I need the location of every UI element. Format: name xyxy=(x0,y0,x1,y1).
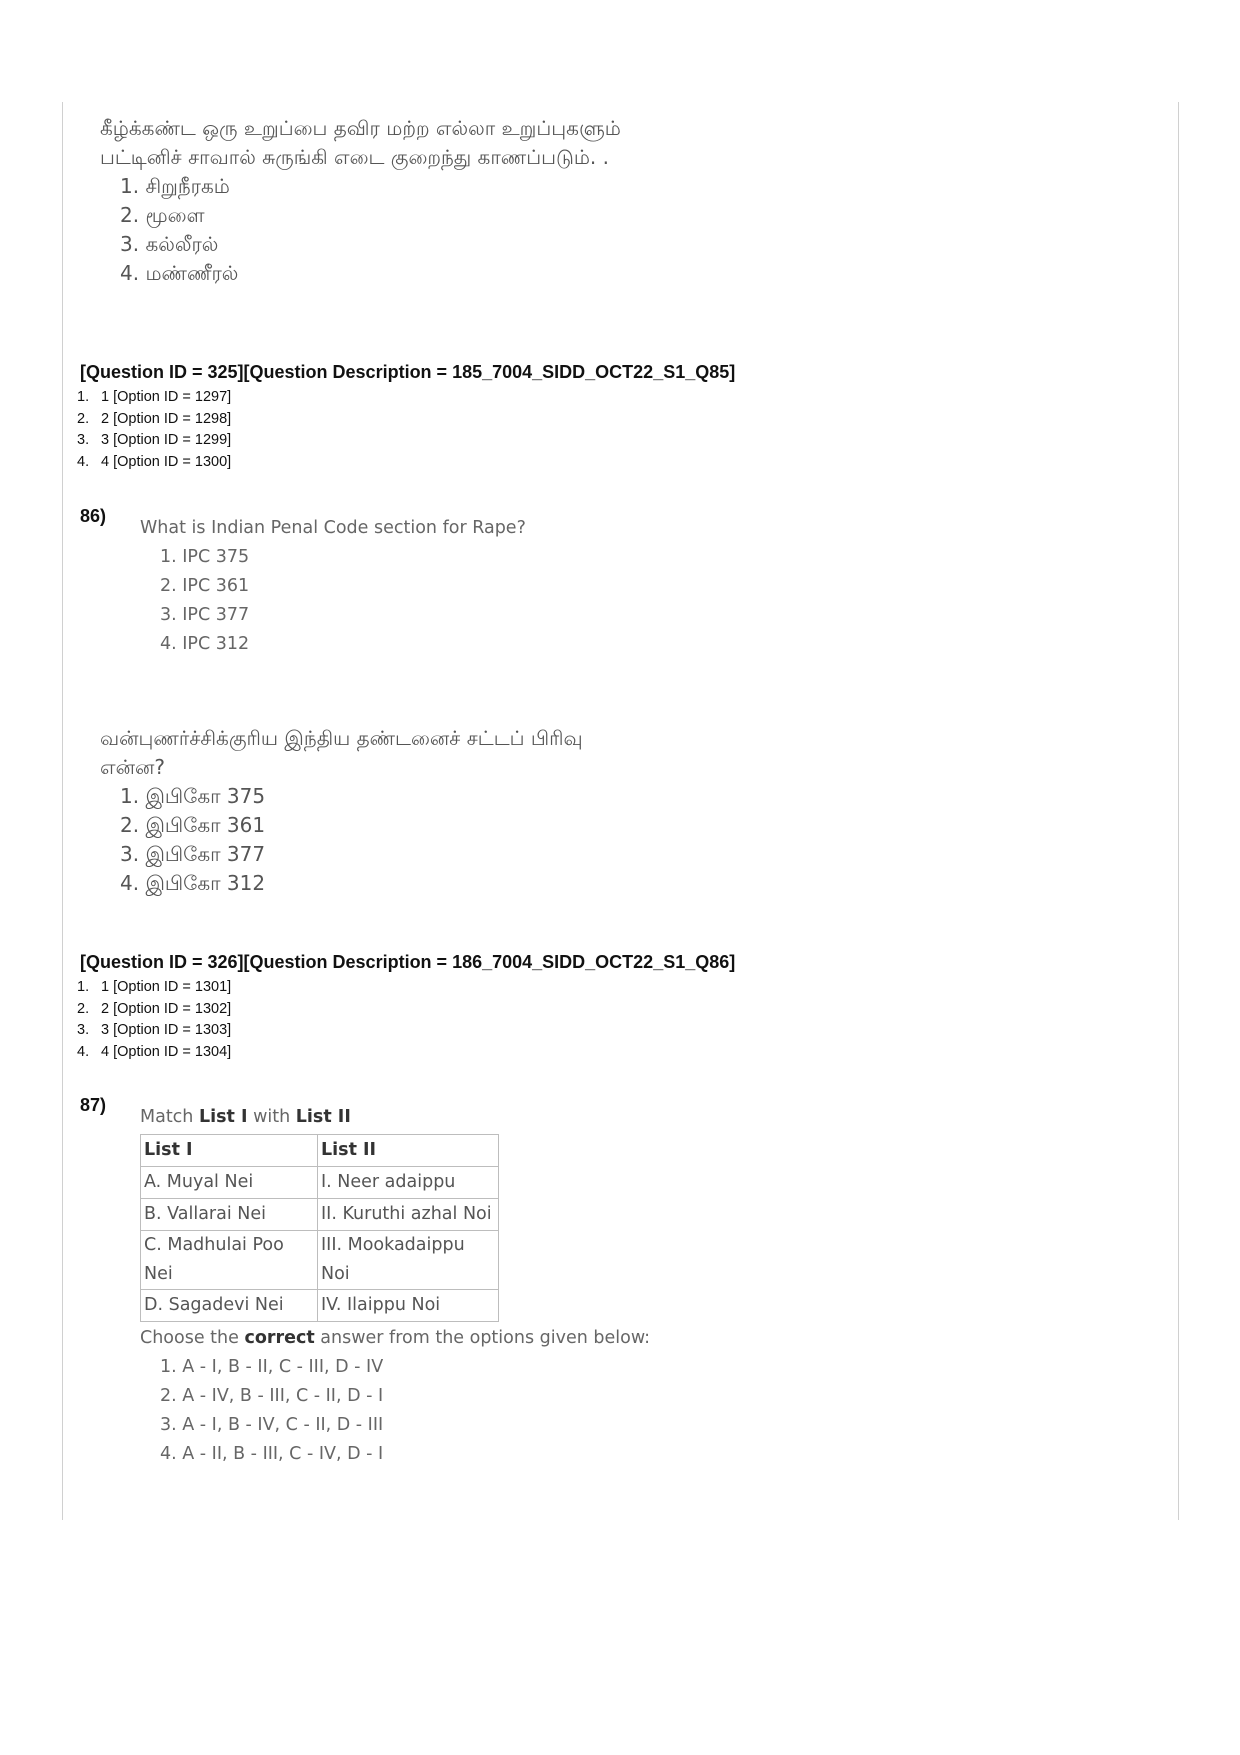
option-item: 2. A - IV, B - III, C - II, D - I xyxy=(160,1386,384,1406)
table-header-row xyxy=(141,1135,499,1167)
table-row xyxy=(141,1167,499,1199)
question-text-line: என்ன? xyxy=(100,755,166,779)
option-id-item xyxy=(77,387,735,409)
page-frame-right-border xyxy=(1178,102,1179,1520)
option-id-list xyxy=(77,977,735,1063)
option-item: 2. இபிகோ 361 xyxy=(120,813,266,837)
question-85-meta xyxy=(77,362,736,473)
option-item: 4. மண்ணீரல் xyxy=(120,261,239,285)
option-number: 3. xyxy=(77,432,90,448)
option-id-item xyxy=(77,1042,735,1064)
table-header-cell: List I xyxy=(141,1135,318,1167)
option-item: 1. சிறுநீரகம் xyxy=(120,174,230,198)
question-number: 86) xyxy=(80,506,107,526)
option-item: 3. இபிகோ 377 xyxy=(120,842,266,866)
option-item: 4. IPC 312 xyxy=(160,634,250,654)
text-bold: List I xyxy=(198,1107,248,1127)
option-item: 1. A - I, B - II, C - III, D - IV xyxy=(160,1357,384,1377)
option-id-text: 1 [Option ID = 1297] xyxy=(101,389,232,405)
option-id-text: 3 [Option ID = 1303] xyxy=(101,1022,232,1038)
option-id-text: 2 [Option ID = 1302] xyxy=(101,1000,232,1017)
table-row xyxy=(141,1290,499,1322)
option-list xyxy=(120,172,621,288)
option-number: 1. xyxy=(77,979,90,995)
question-87-english xyxy=(140,1103,650,1469)
text-bold: List II xyxy=(295,1107,351,1127)
question-number: 87) xyxy=(80,1095,107,1115)
option-id-list xyxy=(77,387,735,473)
table-cell: II. Kuruthi azhal Noi xyxy=(318,1199,499,1231)
text-fragment: Choose the xyxy=(140,1328,245,1348)
option-id-item xyxy=(77,409,735,431)
question-text-line: பட்டினிச் சாவால் சுருங்கி எடை குறைந்து காணப்படும். . xyxy=(100,145,610,169)
question-id-title: [Question ID = 326][Question Description = 186_7004_SIDD_OCT22_S1_Q86] xyxy=(80,952,736,972)
option-id-item xyxy=(77,1020,735,1042)
question-text: What is Indian Penal Code section for Rape? xyxy=(140,518,526,538)
option-list xyxy=(120,782,583,898)
table-cell: C. Madhulai Poo Nei xyxy=(141,1231,318,1290)
table-cell: A. Muyal Nei xyxy=(141,1167,318,1199)
question-text-line: வன்புணர்ச்சிக்குரிய இந்திய தண்டனைச் சட்டப் பிரிவு xyxy=(100,726,583,750)
question-86-english xyxy=(140,514,526,659)
instruction-text xyxy=(140,1324,650,1353)
option-item: 1. இபிகோ 375 xyxy=(120,784,266,808)
option-item: 3. A - I, B - IV, C - II, D - III xyxy=(160,1415,384,1435)
question-text-line: கீழ்க்கண்ட ஒரு உறுப்பை தவிர மற்ற எல்லா உறுப்புகளும் xyxy=(100,116,621,140)
option-item: 4. A - II, B - III, C - IV, D - I xyxy=(160,1444,384,1464)
option-item: 3. IPC 377 xyxy=(160,605,250,625)
table-row xyxy=(141,1231,499,1290)
option-item: 3. கல்லீரல் xyxy=(120,232,219,256)
text-fragment: Match xyxy=(140,1107,199,1127)
text-bold: correct xyxy=(244,1328,315,1348)
option-number: 3. xyxy=(77,1022,90,1038)
table-cell: III. Mookadaippu Noi xyxy=(318,1231,499,1290)
table-cell: IV. Ilaippu Noi xyxy=(318,1290,499,1322)
question-id-title: [Question ID = 325][Question Description = 185_7004_SIDD_OCT22_S1_Q85] xyxy=(80,362,736,382)
option-list xyxy=(160,543,526,659)
option-number: 1. xyxy=(77,389,90,405)
option-id-item xyxy=(77,430,735,452)
option-id-item xyxy=(77,999,735,1021)
text-fragment: with xyxy=(247,1107,296,1127)
option-id-item xyxy=(77,452,735,474)
table-header-cell: List II xyxy=(318,1135,499,1167)
table-cell: I. Neer adaippu xyxy=(318,1167,499,1199)
question-85-tamil xyxy=(100,114,621,288)
page-frame-left-border xyxy=(62,102,63,1520)
option-number: 4. xyxy=(77,1043,90,1060)
match-table xyxy=(140,1134,499,1322)
option-item: 2. மூளை xyxy=(120,203,205,227)
table-cell: D. Sagadevi Nei xyxy=(141,1290,318,1322)
table-cell: B. Vallarai Nei xyxy=(141,1199,318,1231)
option-id-text: 4 [Option ID = 1300] xyxy=(101,453,232,470)
option-id-text: 3 [Option ID = 1299] xyxy=(101,432,232,448)
text-fragment: answer from the options given below: xyxy=(314,1328,651,1348)
option-number: 2. xyxy=(77,1000,90,1017)
option-number: 2. xyxy=(77,410,90,427)
option-list xyxy=(160,1353,650,1469)
option-item: 4. இபிகோ 312 xyxy=(120,871,266,895)
table-row xyxy=(141,1199,499,1231)
question-text xyxy=(140,1103,650,1132)
option-id-text: 4 [Option ID = 1304] xyxy=(101,1043,232,1060)
option-number: 4. xyxy=(77,453,90,470)
option-item: 2. IPC 361 xyxy=(160,576,250,596)
option-id-item xyxy=(77,977,735,999)
question-86-meta xyxy=(77,952,736,1063)
option-id-text: 1 [Option ID = 1301] xyxy=(101,979,232,995)
option-item: 1. IPC 375 xyxy=(160,547,250,567)
option-id-text: 2 [Option ID = 1298] xyxy=(101,410,232,427)
question-86-tamil xyxy=(100,724,583,898)
